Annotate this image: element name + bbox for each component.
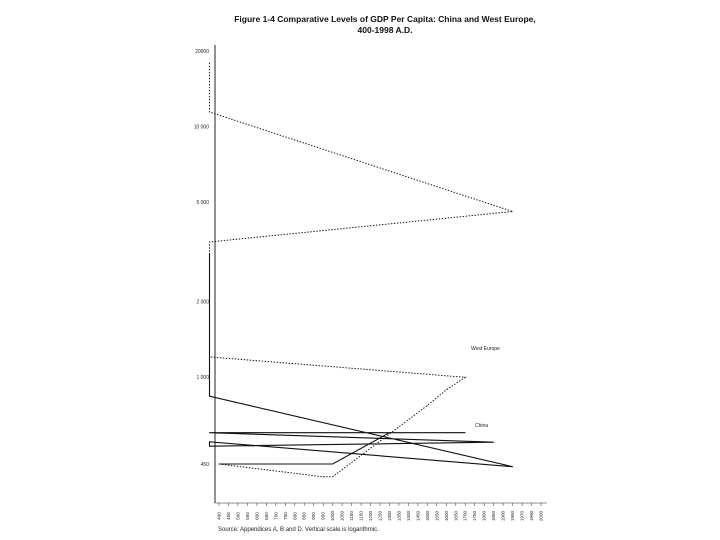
data-point-china — [323, 464, 324, 465]
x-tick-label: 1150 — [358, 511, 364, 521]
x-tick-label: 1950 — [510, 510, 516, 522]
data-point-china — [493, 442, 494, 443]
data-point-west-europe — [323, 476, 324, 477]
x-tick-label: 2000 — [538, 510, 544, 522]
series-group — [209, 63, 513, 478]
x-tick-label: 1750 — [472, 510, 478, 522]
chart-title-line-2: 400-1998 A.D. — [357, 25, 413, 35]
source-note: Source: Appendices A, B and D. Vertical scale is logarithmic. — [218, 527, 379, 533]
x-tick-label: 950 — [320, 512, 326, 520]
x-tick-label: 1450 — [415, 510, 421, 522]
x-tick-label: 1550 — [434, 510, 440, 522]
x-tick-label: 1650 — [453, 510, 459, 522]
data-point-china — [389, 432, 390, 433]
data-point-china — [209, 432, 210, 433]
x-tick-label: 1200 — [368, 510, 373, 522]
data-point-west-europe — [512, 211, 513, 212]
data-point-west-europe — [332, 476, 333, 477]
x-tick-label: 1800 — [481, 510, 487, 522]
data-point-china — [219, 464, 220, 465]
x-tick-label: 600 — [254, 512, 260, 520]
x-tick-label: 1850 — [491, 510, 497, 522]
series-line-china — [210, 253, 513, 466]
y-tick-label: 1 000 — [196, 375, 209, 382]
data-point-china — [446, 432, 447, 433]
series-labels — [471, 346, 500, 429]
series-line-west-europe — [210, 63, 513, 477]
x-tick-label: 450 — [226, 512, 231, 520]
x-tick-label: 650 — [263, 512, 269, 520]
data-point-west-europe — [446, 390, 447, 391]
x-tick-label: 500 — [235, 512, 241, 520]
data-point-china — [209, 396, 210, 397]
data-point-west-europe — [209, 63, 210, 64]
data-point-west-europe — [209, 112, 210, 113]
data-point-west-europe — [427, 405, 428, 406]
y-tick-label: 10 000 — [193, 124, 209, 131]
x-tick-label: 1100 — [349, 511, 355, 521]
data-point-china — [512, 466, 513, 467]
x-tick-label: 1050 — [339, 510, 345, 522]
x-tick-label: 1600 — [443, 510, 449, 522]
x-tick-label: 1500 — [424, 510, 430, 522]
x-tick-label: 550 — [244, 512, 250, 520]
chart-title-line-1: Figure 1-4 Comparative Levels of GDP Per Capita: China and West Europe, — [234, 14, 536, 24]
x-tick-label: 1250 — [377, 510, 383, 522]
data-point-china — [427, 432, 428, 433]
x-tick-label: 1900 — [500, 510, 506, 522]
data-point-china — [209, 441, 210, 442]
x-tick-label: 1970 — [519, 510, 525, 522]
x-tick-label: 900 — [311, 512, 317, 520]
data-point-west-europe — [209, 242, 210, 243]
y-tick-label: 2 000 — [196, 299, 209, 306]
series-label: West Europe — [471, 346, 500, 352]
x-tick-label: 700 — [273, 512, 279, 520]
data-point-china — [209, 253, 210, 254]
y-tick-label: 5 000 — [196, 199, 209, 206]
x-tick-label: 750 — [282, 512, 288, 520]
series-label: China — [475, 423, 489, 429]
x-tick-label: 800 — [292, 512, 298, 520]
x-tick-label: 1990 — [529, 510, 534, 522]
data-point-west-europe — [465, 377, 466, 378]
x-tick-label: 400 — [216, 512, 222, 520]
x-tick-label: 1000 — [330, 510, 336, 522]
data-point-china — [209, 446, 210, 447]
x-tick-label: 1300 — [387, 510, 392, 522]
x-tick-label: 850 — [301, 512, 307, 520]
data-point-china — [465, 432, 466, 433]
data-point-china — [332, 464, 333, 465]
y-tick-label: 450 — [200, 462, 209, 468]
x-tick-label: 1700 — [462, 510, 468, 522]
x-tick-label: 1400 — [405, 510, 411, 522]
x-tick-label: 1350 — [396, 510, 402, 522]
y-tick-label: 20000 — [195, 49, 209, 55]
